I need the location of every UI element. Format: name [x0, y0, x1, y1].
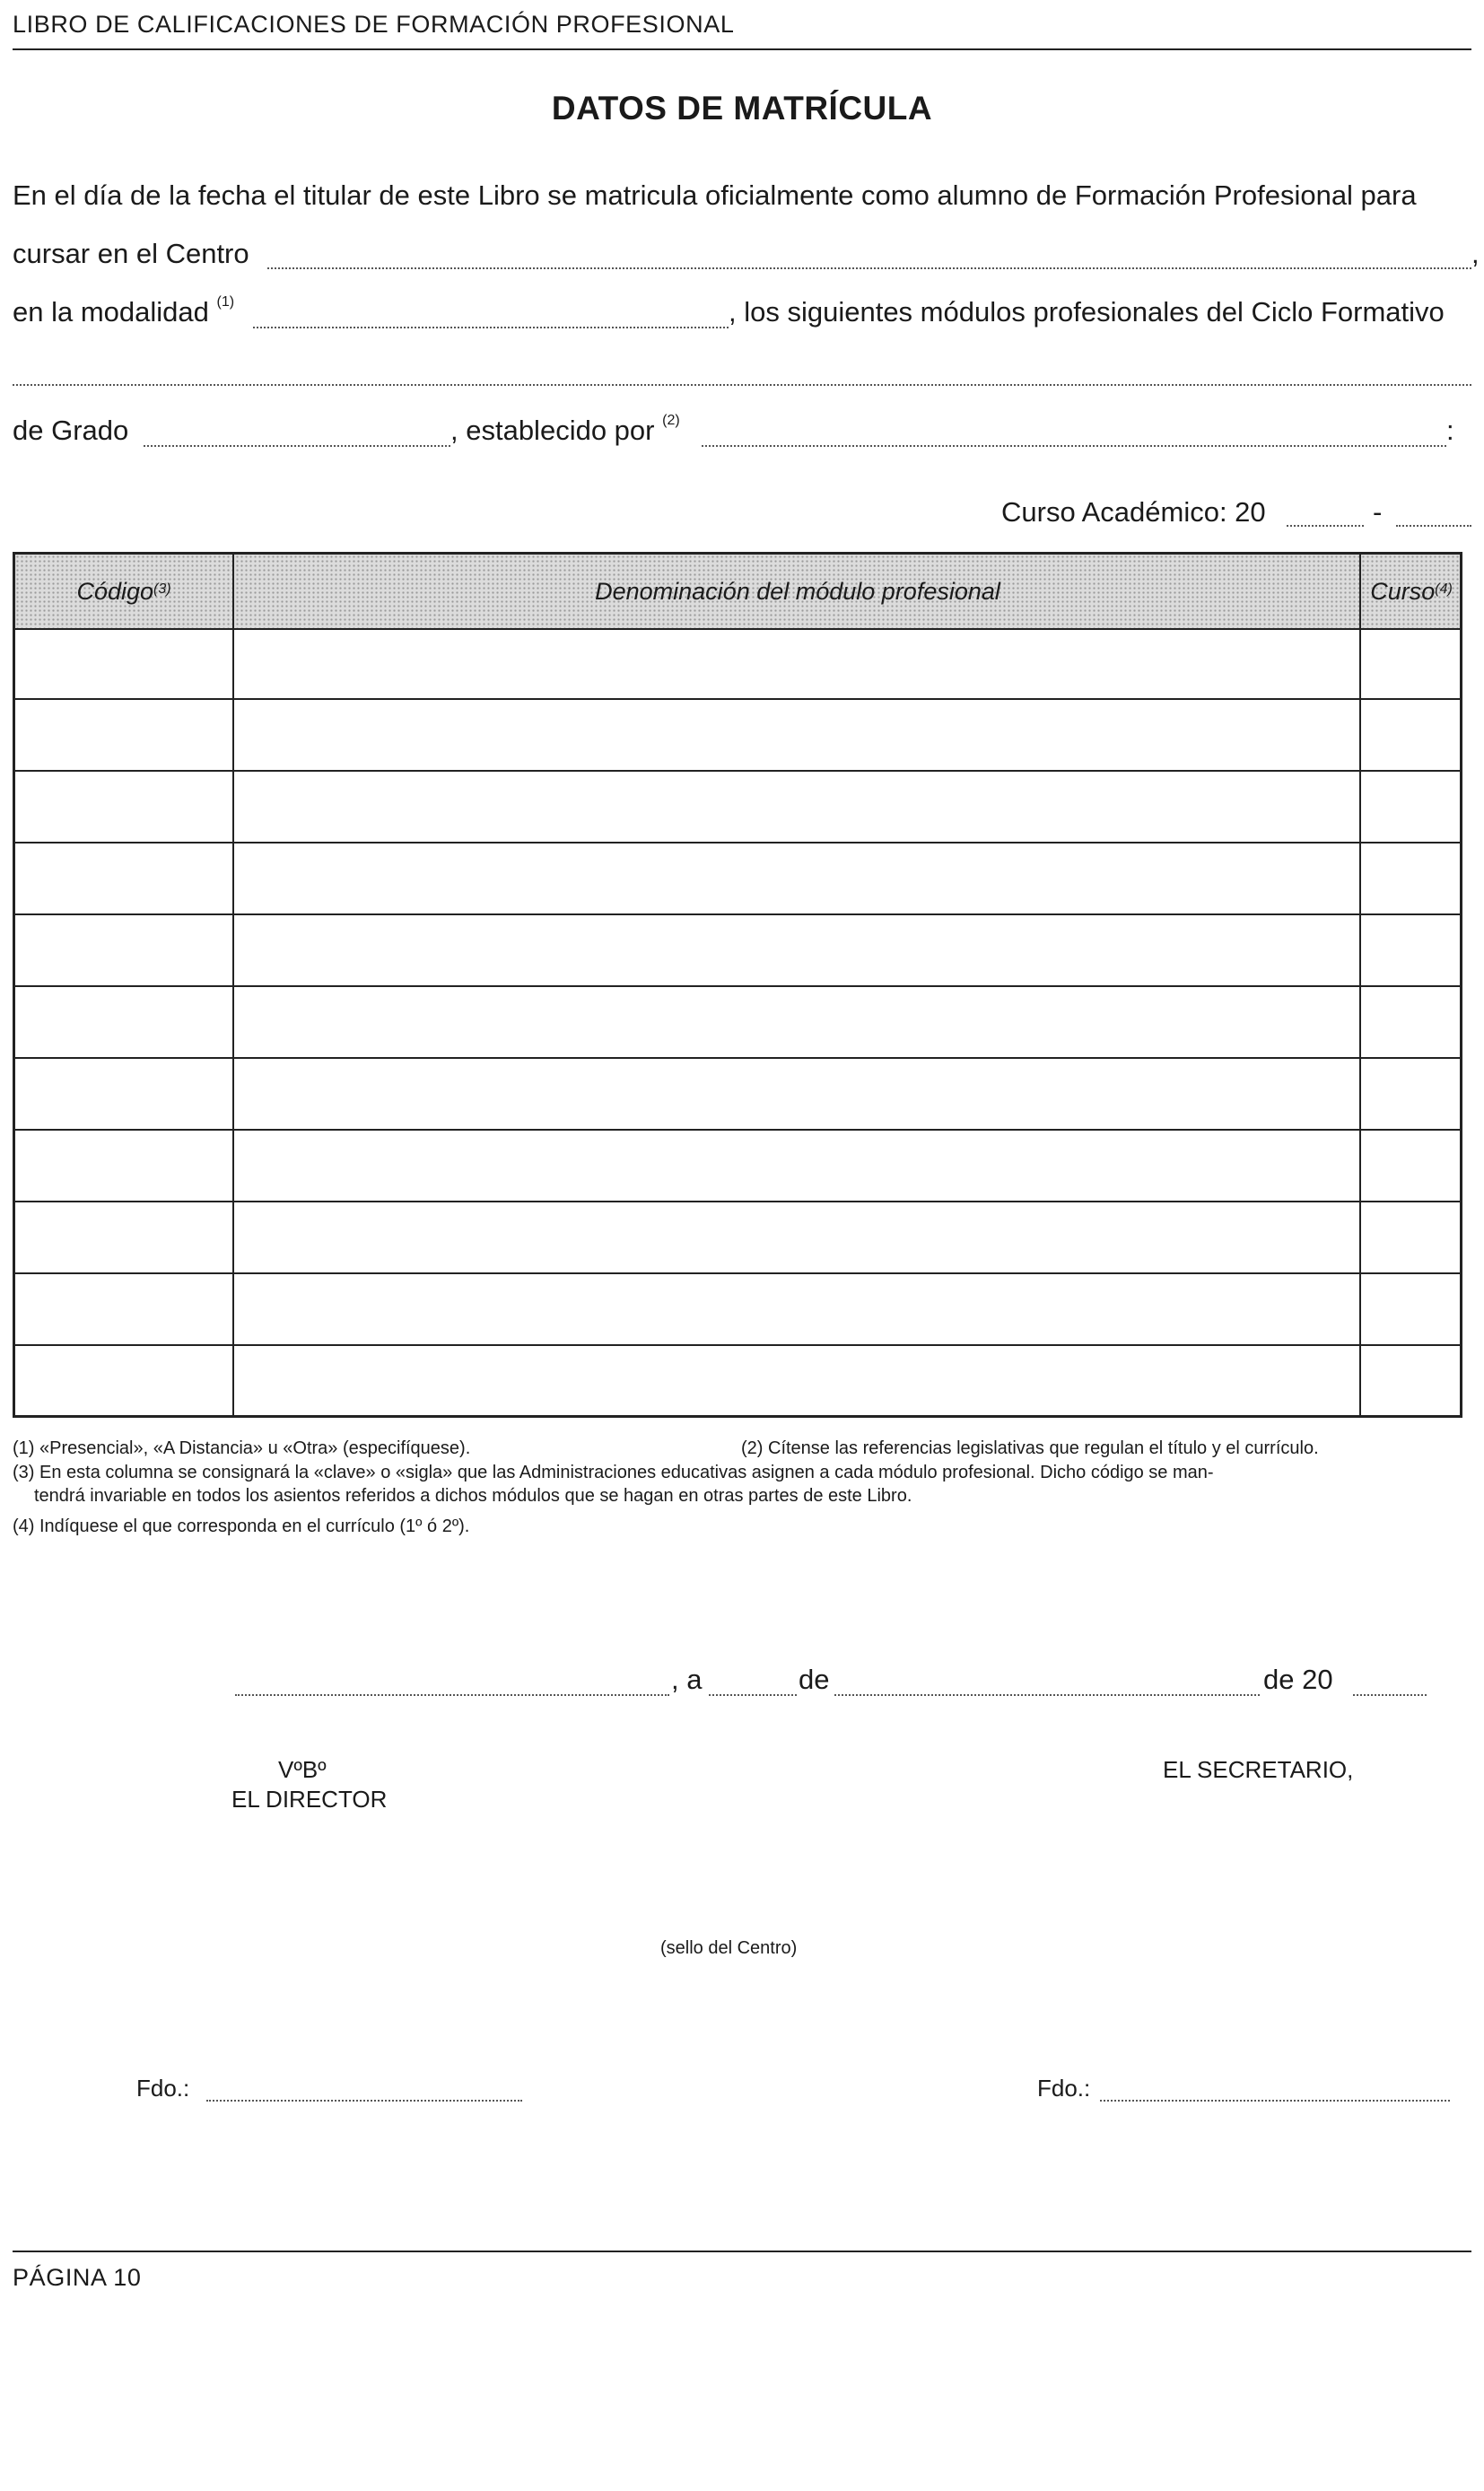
grado-field[interactable] [144, 445, 450, 447]
date-separator-a: , a [671, 1664, 703, 1695]
body-line-5-mid: , establecido por $^{(2)}$ [450, 413, 680, 446]
footnote-4: (4) Indíquese el que corresponda en el currículo (1º ó 2º). [13, 1516, 470, 1536]
column-header-module-name: Denominación del módulo profesional [595, 578, 1000, 605]
module-name-cell[interactable] [234, 772, 1359, 842]
director-signature-label: Fdo.: [136, 2075, 190, 2102]
director-signature-field[interactable] [206, 2100, 522, 2102]
day-field[interactable] [709, 1694, 797, 1696]
module-name-cell[interactable] [234, 987, 1359, 1057]
establecido-por-field[interactable] [702, 445, 1446, 447]
centro-field[interactable] [267, 267, 1471, 269]
course-cell[interactable] [1361, 700, 1460, 770]
module-name-cell[interactable] [234, 1059, 1359, 1129]
module-name-cell[interactable] [234, 915, 1359, 985]
secretary-signature-field[interactable] [1100, 2100, 1450, 2102]
footer-rule [13, 2251, 1471, 2252]
course-year-end-field[interactable] [1396, 525, 1471, 527]
footnote-3-continued: tendrá invariable en todos los asientos referidos a dichos módulos que se hagan en otras partes de este Libro. [34, 1486, 912, 1506]
date-separator-de-1: de [799, 1664, 830, 1695]
modules-table [13, 552, 1462, 1418]
module-name-cell[interactable] [234, 628, 1359, 698]
body-line-3-end: , los siguientes módulos profesionales del Ciclo Formativo [729, 296, 1445, 328]
course-year-label: Curso Académico: 20 [1001, 496, 1266, 528]
course-cell[interactable] [1361, 628, 1460, 698]
course-year-start-field[interactable] [1287, 525, 1364, 527]
course-cell[interactable] [1361, 987, 1460, 1057]
body-line-2-end: , [1471, 238, 1480, 269]
body-line-2-label: cursar en el Centro [13, 238, 249, 269]
course-cell[interactable] [1361, 1346, 1460, 1418]
footnote-2: (2) Cítense las referencias legislativas que regulan el título y el currículo. [741, 1438, 1319, 1458]
modalidad-field[interactable] [253, 327, 729, 328]
code-cell[interactable] [15, 1131, 232, 1201]
course-cell[interactable] [1361, 1059, 1460, 1129]
year-field[interactable] [1353, 1694, 1427, 1696]
course-cell[interactable] [1361, 915, 1460, 985]
code-cell[interactable] [15, 987, 232, 1057]
book-title-header: LIBRO DE CALIFICACIONES DE FORMACIÓN PROFESIONAL [13, 11, 735, 38]
column-header-code: Código$^{(3)}$ [76, 578, 171, 605]
code-cell[interactable] [15, 1202, 232, 1272]
module-name-cell[interactable] [234, 1202, 1359, 1272]
code-cell[interactable] [15, 628, 232, 698]
code-cell[interactable] [15, 1274, 232, 1344]
page-title: DATOS DE MATRÍCULA [551, 90, 933, 127]
code-cell[interactable] [15, 772, 232, 842]
visto-bueno-label: VºBº [278, 1756, 327, 1783]
code-cell[interactable] [15, 1346, 232, 1418]
footnote-3: (3) En esta columna se consignará la «clave» o «sigla» que las Administraciones educativas asignen a cada módulo profesional. Dicho código se man- [13, 1463, 1214, 1482]
module-name-cell[interactable] [234, 700, 1359, 770]
module-name-cell[interactable] [234, 1274, 1359, 1344]
place-field[interactable] [235, 1694, 669, 1696]
month-field[interactable] [834, 1694, 1260, 1696]
module-name-cell[interactable] [234, 1346, 1359, 1418]
director-label: EL DIRECTOR [231, 1786, 388, 1813]
course-year-separator: - [1373, 496, 1383, 528]
column-divider [232, 555, 234, 1415]
code-cell[interactable] [15, 843, 232, 913]
code-cell[interactable] [15, 915, 232, 985]
module-name-cell[interactable] [234, 843, 1359, 913]
column-divider [1359, 555, 1361, 1415]
module-name-cell[interactable] [234, 1131, 1359, 1201]
body-line-5-label: de Grado [13, 415, 129, 446]
code-cell[interactable] [15, 1059, 232, 1129]
body-line-1: En el día de la fecha el titular de este Libro se matricula oficialmente como alumno de Formación Profesional para [13, 179, 1417, 211]
course-cell[interactable] [1361, 843, 1460, 913]
secretary-signature-label: Fdo.: [1037, 2075, 1091, 2102]
code-cell[interactable] [15, 700, 232, 770]
date-separator-de-2: de 20 [1263, 1664, 1333, 1695]
page-number: PÁGINA 10 [13, 2264, 142, 2291]
course-cell[interactable] [1361, 1202, 1460, 1272]
header-rule [13, 48, 1471, 50]
secretary-label: EL SECRETARIO, [1163, 1756, 1354, 1783]
column-header-course: Curso$^{(4)}$ [1370, 578, 1453, 605]
body-line-5-end: : [1446, 415, 1454, 446]
course-cell[interactable] [1361, 1274, 1460, 1344]
ciclo-formativo-field[interactable] [13, 384, 1471, 386]
footnote-1: (1) «Presencial», «A Distancia» u «Otra» (especifíquese). [13, 1438, 471, 1458]
center-stamp-label: (sello del Centro) [660, 1938, 798, 1958]
body-line-3-label: en la modalidad $^{(1)}$ [13, 294, 235, 328]
course-cell[interactable] [1361, 772, 1460, 842]
course-cell[interactable] [1361, 1131, 1460, 1201]
